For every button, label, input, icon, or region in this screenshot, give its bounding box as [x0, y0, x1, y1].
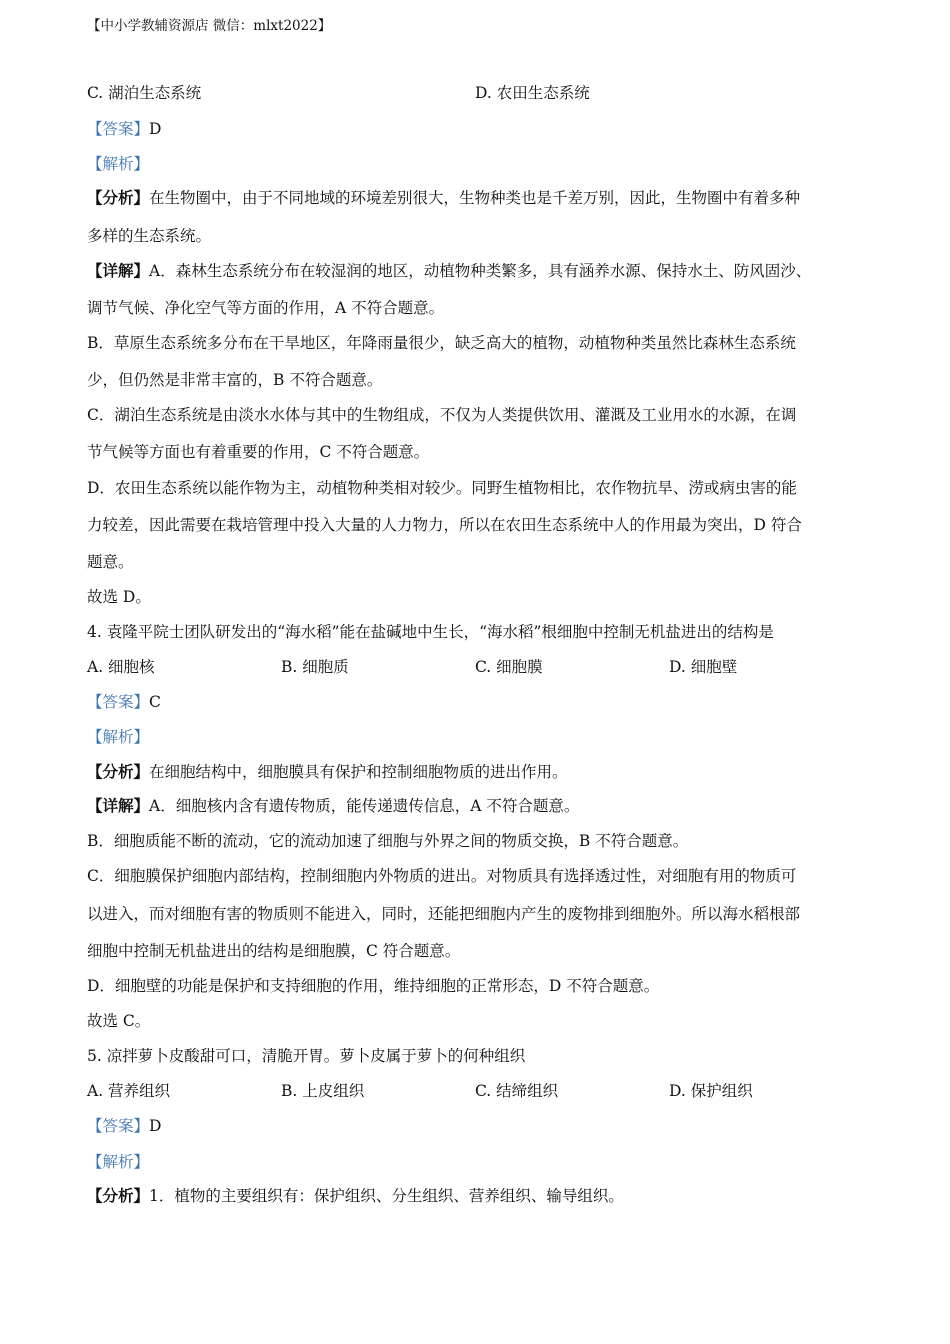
- q5-stem: 5. 凉拌萝卜皮酸甜可口，清脆开胃。萝卜皮属于萝卜的何种组织: [87, 1047, 526, 1065]
- q4-fenxi: 【分析】在细胞结构中，细胞膜具有保护和控制细胞物质的进出作用。: [87, 762, 568, 781]
- q3-fenxi-line-1: 【分析】在生物圈中，由于不同地域的环境差别很大，生物种类也是千差万别，因此，生物圈中有着多种: [87, 188, 801, 207]
- answer-tag: 【答案】: [87, 693, 150, 711]
- answer-value: D: [149, 120, 162, 138]
- q3-xiangjie-line-2: 调节气候、净化空气等方面的作用，A 不符合题意。: [87, 299, 445, 317]
- q4-analysis-tag: 【解析】: [87, 728, 150, 746]
- q3-answer: [87, 117, 161, 139]
- fenxi-tag: 【分析】: [87, 188, 150, 207]
- q3-analysis-tag: 【解析】: [87, 155, 150, 173]
- q3-c-line-2: 节气候等方面也有着重要的作用，C 不符合题意。: [87, 443, 430, 461]
- q4-answer: [87, 690, 161, 712]
- fenxi-tag: 【分析】: [87, 1186, 150, 1205]
- q4-option-a: A. 细胞核: [87, 658, 155, 676]
- q4-c-line-2: 以进入，而对细胞有害的物质则不能进入，同时，还能把细胞内产生的废物排到细胞外。所以海水稻根部: [87, 905, 801, 923]
- q4-option-b: B. 细胞质: [281, 658, 349, 676]
- answer-tag: 【答案】: [87, 120, 150, 138]
- q3-b-line-2: 少，但仍然是非常丰富的，B 不符合题意。: [87, 371, 383, 389]
- q3-fenxi-line-2: 多样的生态系统。: [87, 227, 212, 245]
- answer-value: C: [149, 693, 161, 711]
- q3-b-line-1: B．草原生态系统多分布在干旱地区，年降雨量很少，缺乏高大的植物，动植物种类虽然比森林生态系统: [87, 334, 796, 352]
- q3-d-line-3: 题意。: [87, 553, 134, 571]
- q4-b: B．细胞质能不断的流动，它的流动加速了细胞与外界之间的物质交换，B 不符合题意。: [87, 832, 689, 850]
- q5-analysis-tag: 【解析】: [87, 1153, 150, 1171]
- q5-fenxi: 【分析】1．植物的主要组织有：保护组织、分生组织、营养组织、输导组织。: [87, 1186, 624, 1205]
- q4-option-d: D. 细胞壁: [669, 658, 738, 676]
- fenxi-tag: 【分析】: [87, 762, 150, 781]
- q4-stem: 4. 袁隆平院士团队研发出的“海水稻”能在盐碱地中生长，“海水稻”根细胞中控制无机盐进出的结构是: [87, 623, 774, 641]
- q4-option-c: C. 细胞膜: [475, 658, 543, 676]
- q5-option-b: B. 上皮组织: [281, 1082, 365, 1100]
- q3-d-line-2: 力较差，因此需要在栽培管理中投入大量的人力物力，所以在农田生态系统中人的作用最为突出，D 符合: [87, 516, 802, 534]
- q5-option-c: C. 结缔组织: [475, 1082, 559, 1100]
- answer-tag: 【答案】: [87, 1117, 150, 1135]
- q5-option-d: D. 保护组织: [669, 1082, 753, 1100]
- q3-option-c: C. 湖泊生态系统: [87, 84, 202, 102]
- q3-xiangjie-line-1: 【详解】A．森林生态系统分布在较湿润的地区，动植物种类繁多，具有涵养水源、保持水土、防风固沙、: [87, 261, 812, 280]
- q5-answer: [87, 1114, 161, 1136]
- q5-option-a: A. 营养组织: [87, 1082, 171, 1100]
- answer-value: D: [149, 1117, 162, 1135]
- q3-d-line-1: D．农田生态系统以能作物为主，动植物种类相对较少。同野生植物相比，农作物抗旱、涝或病虫害的能: [87, 479, 797, 497]
- q3-conclusion: 故选 D。: [87, 588, 151, 606]
- xiangjie-tag: 【详解】: [87, 796, 150, 815]
- q3-c-line-1: C．湖泊生态系统是由淡水水体与其中的生物组成，不仅为人类提供饮用、灌溉及工业用水的水源，在调: [87, 406, 797, 424]
- q4-conclusion: 故选 C。: [87, 1012, 151, 1030]
- xiangjie-tag: 【详解】: [87, 261, 150, 280]
- page-header: 【中小学教辅资源店 微信：mlxt2022】: [87, 18, 332, 34]
- q4-d: D．细胞壁的功能是保护和支持细胞的作用，维持细胞的正常形态，D 不符合题意。: [87, 977, 660, 995]
- q4-c-line-1: C．细胞膜保护细胞内部结构，控制细胞内外物质的进出。对物质具有选择透过性，对细胞有用的物质可: [87, 867, 797, 885]
- q3-option-d: D. 农田生态系统: [475, 84, 590, 102]
- q4-c-line-3: 细胞中控制无机盐进出的结构是细胞膜，C 符合题意。: [87, 942, 461, 960]
- q4-xiangjie: 【详解】A．细胞核内含有遗传物质，能传递遗传信息，A 不符合题意。: [87, 796, 580, 815]
